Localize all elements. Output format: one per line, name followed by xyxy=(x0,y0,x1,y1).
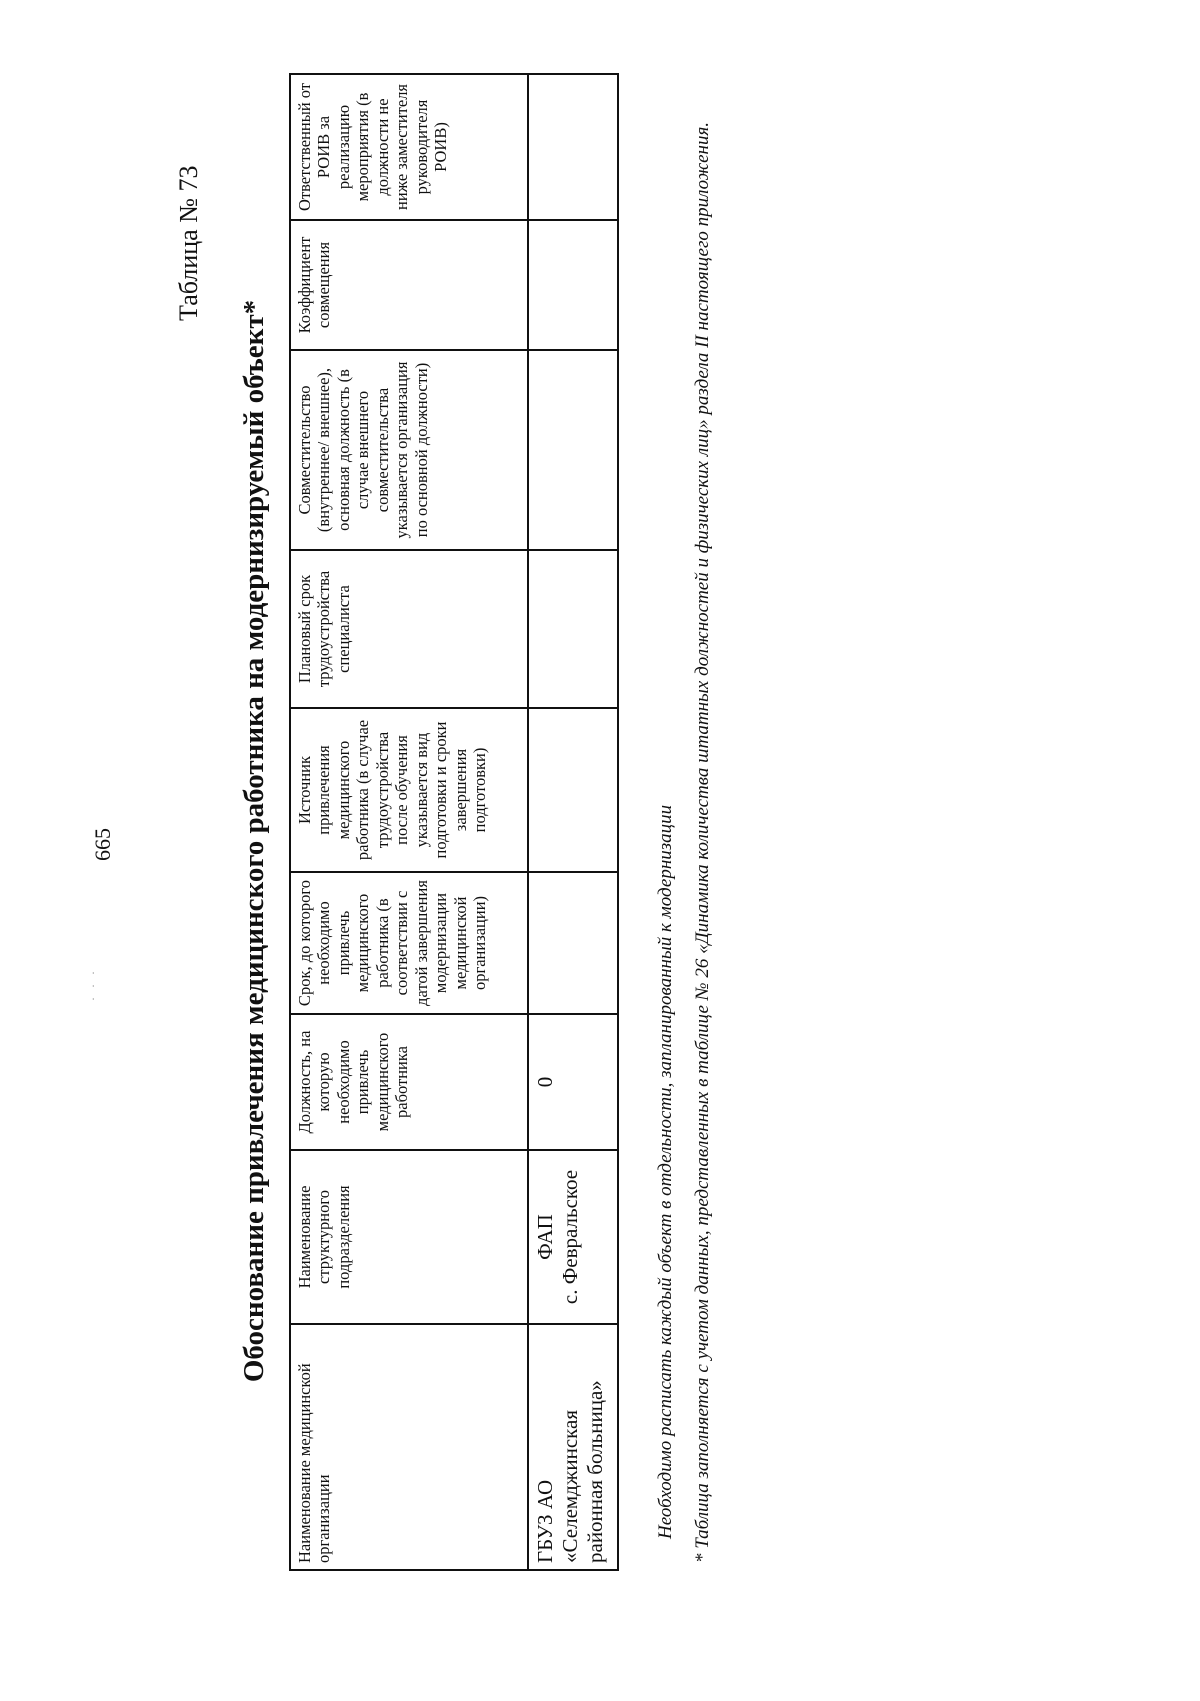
table-number: Таблица № 73 xyxy=(174,165,203,321)
cell-coefficient xyxy=(528,220,618,350)
cell-deadline xyxy=(528,872,618,1014)
header-org: Наименование медицинской организации xyxy=(290,1324,528,1570)
cell-org: ГБУЗ АО «Селемджинская районная больница» xyxy=(528,1324,618,1570)
cell-unit xyxy=(528,1150,618,1324)
cell-source xyxy=(528,708,618,872)
cell-position: 0 xyxy=(528,1014,618,1150)
document-title: Обоснование привлечения медицинского работника на модернизируемый объект* xyxy=(238,299,270,1383)
instruction-note: Необходимо расписать каждый объект в отдельности, запланированный к модернизации xyxy=(655,804,676,1539)
header-combination: Совместительство (внутреннее/ внешнее), основная должность (в случае внешнего совместительства указывается организация по основной должности) xyxy=(290,350,528,550)
cell-combination xyxy=(528,350,618,550)
header-unit: Наименование структурного подразделения xyxy=(290,1150,528,1324)
page-number: 665 xyxy=(90,828,115,861)
header-source: Источник привлечения медицинского работника (в случае трудоустройства после обучения указывается вид подготовки и сроки завершения подготовки) xyxy=(290,708,528,872)
cell-unit-location: с. Февральское xyxy=(557,1169,582,1305)
header-coefficient: Коэффициент совмещения xyxy=(290,220,528,350)
header-position: Должность, на которую необходимо привлечь медицинского работника xyxy=(290,1014,528,1150)
table-header-row xyxy=(290,74,528,1570)
cell-responsible xyxy=(528,74,618,220)
header-deadline: Срок, до которого необходимо привлечь медицинского работника (в соответствии с датой завершения модернизации медицинской организации) xyxy=(290,872,528,1014)
scan-marks: · · · xyxy=(86,968,100,1001)
cell-planned xyxy=(528,550,618,708)
header-planned: Плановый срок трудоустройства специалиста xyxy=(290,550,528,708)
footnote: * Таблица заполняется с учетом данных, представленных в таблице № 26 «Динамика количества штатных должностей и физических лиц» раздела II настоящего приложения. xyxy=(692,121,713,1563)
table-row xyxy=(528,74,618,1570)
header-responsible: Ответственный от РОИВ за реализацию мероприятия (в должности не ниже заместителя руководителя РОИВ) xyxy=(290,74,528,220)
staffing-table xyxy=(289,73,619,1571)
cell-unit-name: ФАП xyxy=(533,1214,557,1260)
